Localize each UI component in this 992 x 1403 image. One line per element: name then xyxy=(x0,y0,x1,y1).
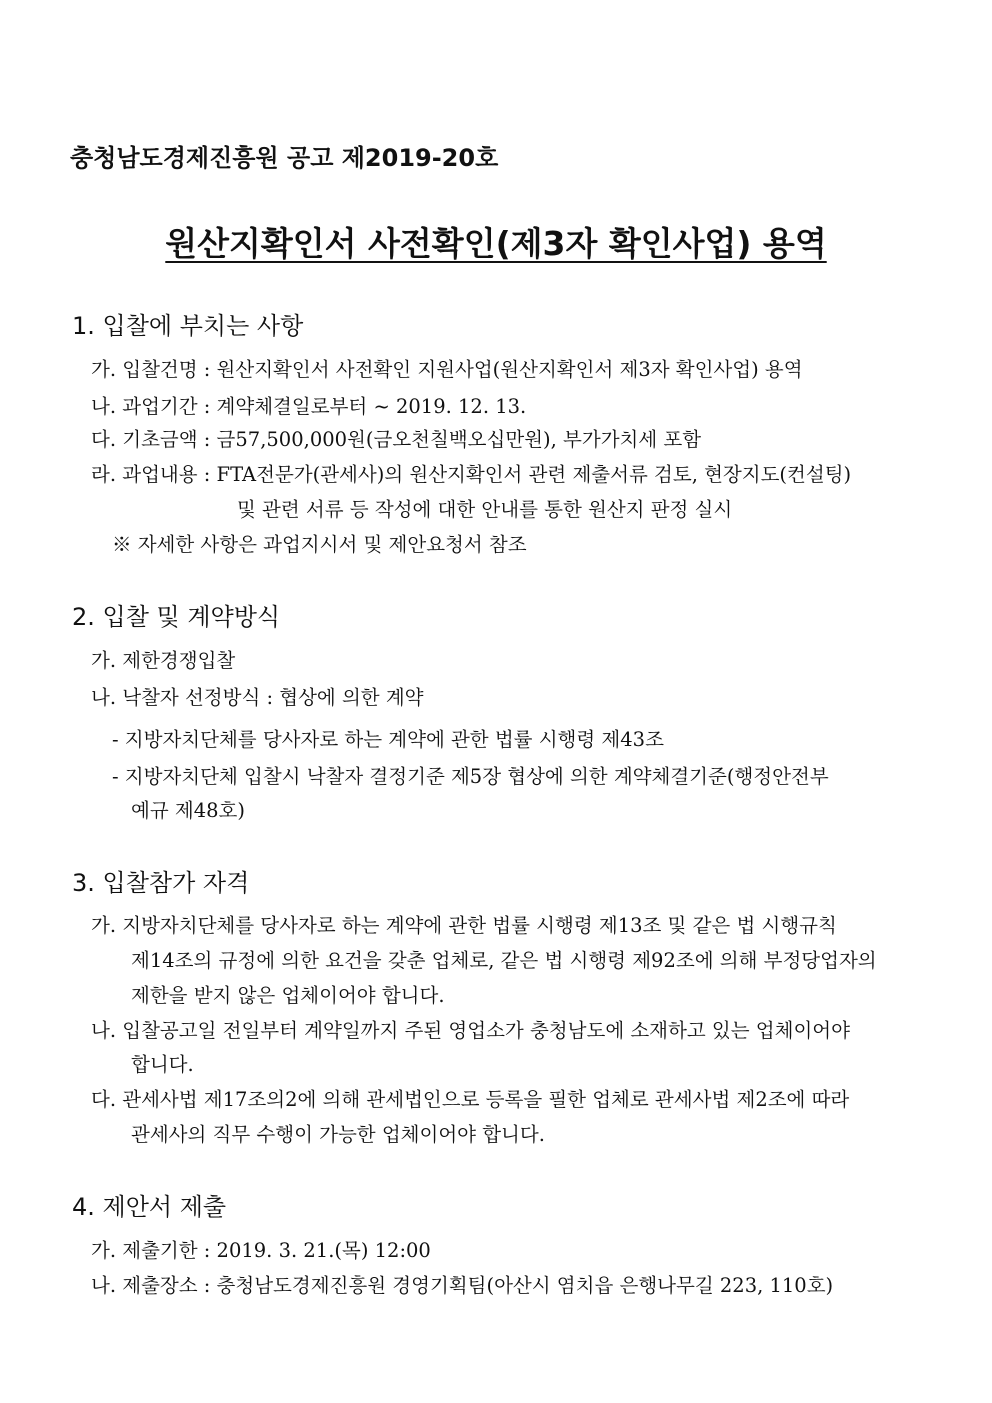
section-4-heading: 4. 제안서 제출 xyxy=(72,1193,227,1221)
section-2-item: 가. 제한경쟁입찰 xyxy=(91,649,236,672)
section-2-item: 나. 낙찰자 선정방식 : 협상에 의한 계약 xyxy=(91,686,424,709)
section-2-subitem: - 지방자치단체 입찰시 낙찰자 결정기준 제5장 협상에 의한 계약체결기준(행정안전부 xyxy=(112,765,829,788)
section-1-item: 나. 과업기간 : 계약체결일로부터 ~ 2019. 12. 13. xyxy=(91,395,527,418)
page-title xyxy=(0,218,992,265)
section-3-item: 가. 지방자치단체를 당사자로 하는 계약에 관한 법률 시행령 제13조 및 같은 법 시행규칙 xyxy=(91,914,837,937)
section-2-subitem-continuation: 예규 제48호) xyxy=(131,799,245,822)
section-3-item-continuation: 합니다. xyxy=(131,1053,194,1076)
section-1-note: ※ 자세한 사항은 과업지시서 및 제안요청서 참조 xyxy=(112,533,527,556)
section-1-item: 다. 기초금액 : 금57,500,000원(금오천칠백오십만원), 부가가치세 포함 xyxy=(91,428,702,451)
section-4-item: 나. 제출장소 : 충청남도경제진흥원 경영기획팀(아산시 염치읍 은행나무길 223, 110호) xyxy=(91,1274,834,1297)
section-1-item-continuation: 및 관련 서류 등 작성에 대한 안내를 통한 원산지 판정 실시 xyxy=(237,498,733,521)
notice-number: 충청남도경제진흥원 공고 제2019-20호 xyxy=(70,144,499,172)
title-text: 원산지확인서 사전확인(제3자 확인사업) 용역 xyxy=(165,224,827,263)
section-1-item: 가. 입찰건명 : 원산지확인서 사전확인 지원사업(원산지확인서 제3자 확인사업) 용역 xyxy=(91,358,803,381)
section-3-item: 다. 관세사법 제17조의2에 의해 관세법인으로 등록을 필한 업체로 관세사법 제2조에 따라 xyxy=(91,1088,850,1111)
section-3-item-continuation: 제14조의 규정에 의한 요건을 갖춘 업체로, 같은 법 시행령 제92조에 의해 부정당업자의 xyxy=(131,949,877,972)
section-3-item-continuation: 제한을 받지 않은 업체이어야 합니다. xyxy=(131,984,445,1007)
section-3-heading: 3. 입찰참가 자격 xyxy=(72,869,250,897)
section-2-subitem: - 지방자치단체를 당사자로 하는 계약에 관한 법률 시행령 제43조 xyxy=(112,728,664,751)
section-3-item: 나. 입찰공고일 전일부터 계약일까지 주된 영업소가 충청남도에 소재하고 있는 업체이어야 xyxy=(91,1019,850,1042)
section-1-heading: 1. 입찰에 부치는 사항 xyxy=(72,312,304,340)
section-4-item: 가. 제출기한 : 2019. 3. 21.(목) 12:00 xyxy=(91,1239,431,1262)
section-2-heading: 2. 입찰 및 계약방식 xyxy=(72,603,281,631)
section-3-item-continuation: 관세사의 직무 수행이 가능한 업체이어야 합니다. xyxy=(131,1123,545,1146)
section-1-item: 라. 과업내용 : FTA전문가(관세사)의 원산지확인서 관련 제출서류 검토, 현장지도(컨설팅) xyxy=(91,463,852,486)
